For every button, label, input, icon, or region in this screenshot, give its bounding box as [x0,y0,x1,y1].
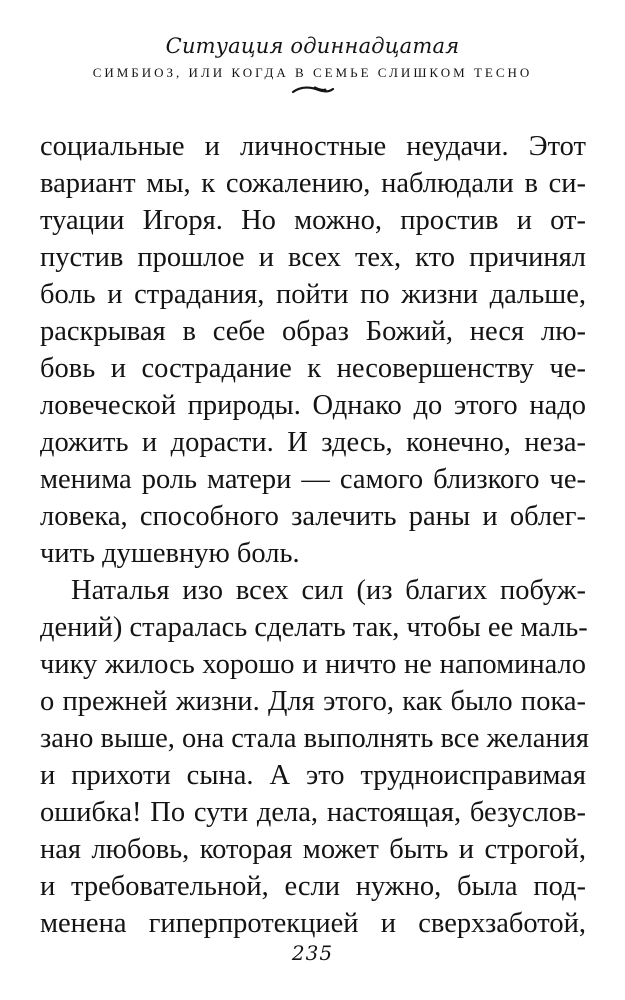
text-line: дений) старалась сделать так, чтобы ее маль- [40,612,588,643]
text-line: пустив прошлое и всех тех, кто причинял [40,242,586,273]
text-line: ошибка! По сути дела, настоящая, безуслов- [40,797,586,828]
text-line: туации Игоря. Но можно, простив и от- [40,205,586,236]
paragraph-2 [40,572,590,942]
running-head [0,32,625,96]
text-line: ная любовь, которая может быть и строгой, [40,834,586,865]
text-line: менима роль матери — самого близкого че- [40,464,586,495]
text-line: раскрывая в себе образ Божий, неся лю- [40,316,586,347]
paragraph-1 [40,128,586,572]
text-line: вариант мы, к сожалению, наблюдали в си- [40,168,586,199]
page-number: 235 [291,941,334,965]
text-line: зано выше, она стала выполнять все желания [40,723,590,754]
text-line: чику жилось хорошо и ничто не напоминало [40,649,586,680]
text-line: социальные и личностные неудачи. Этот [40,131,586,162]
text-line: бовь и сострадание к несовершенству че- [40,353,586,384]
text-line: и требовательной, если нужно, была под- [40,871,586,902]
body-text [40,128,590,942]
text-line: и прихоти сына. А это трудноисправимая [40,760,586,791]
text-line: менена гиперпротекцией и сверхзаботой, [40,908,586,939]
text-line: ловека, способного залечить раны и облег- [40,501,586,532]
text-line: боль и страдания, пойти по жизни дальше, [40,279,586,310]
chapter-subtitle: СИМБИОЗ, ИЛИ КОГДА В СЕМЬЕ СЛИШКОМ ТЕСНО [92,65,533,80]
text-line: Наталья изо всех сил (из благих побуж- [71,575,586,606]
text-line: о прежней жизни. Для этого, как было пока- [40,686,586,717]
text-line: ловеческой природы. Однако до этого надо [40,390,586,421]
ornament-swash-icon [291,84,335,96]
text-line: чить душевную боль. [40,538,300,569]
text-line: дожить и дорасти. И здесь, конечно, неза- [40,427,586,458]
chapter-title: Ситуация одиннадцатая [165,34,460,58]
